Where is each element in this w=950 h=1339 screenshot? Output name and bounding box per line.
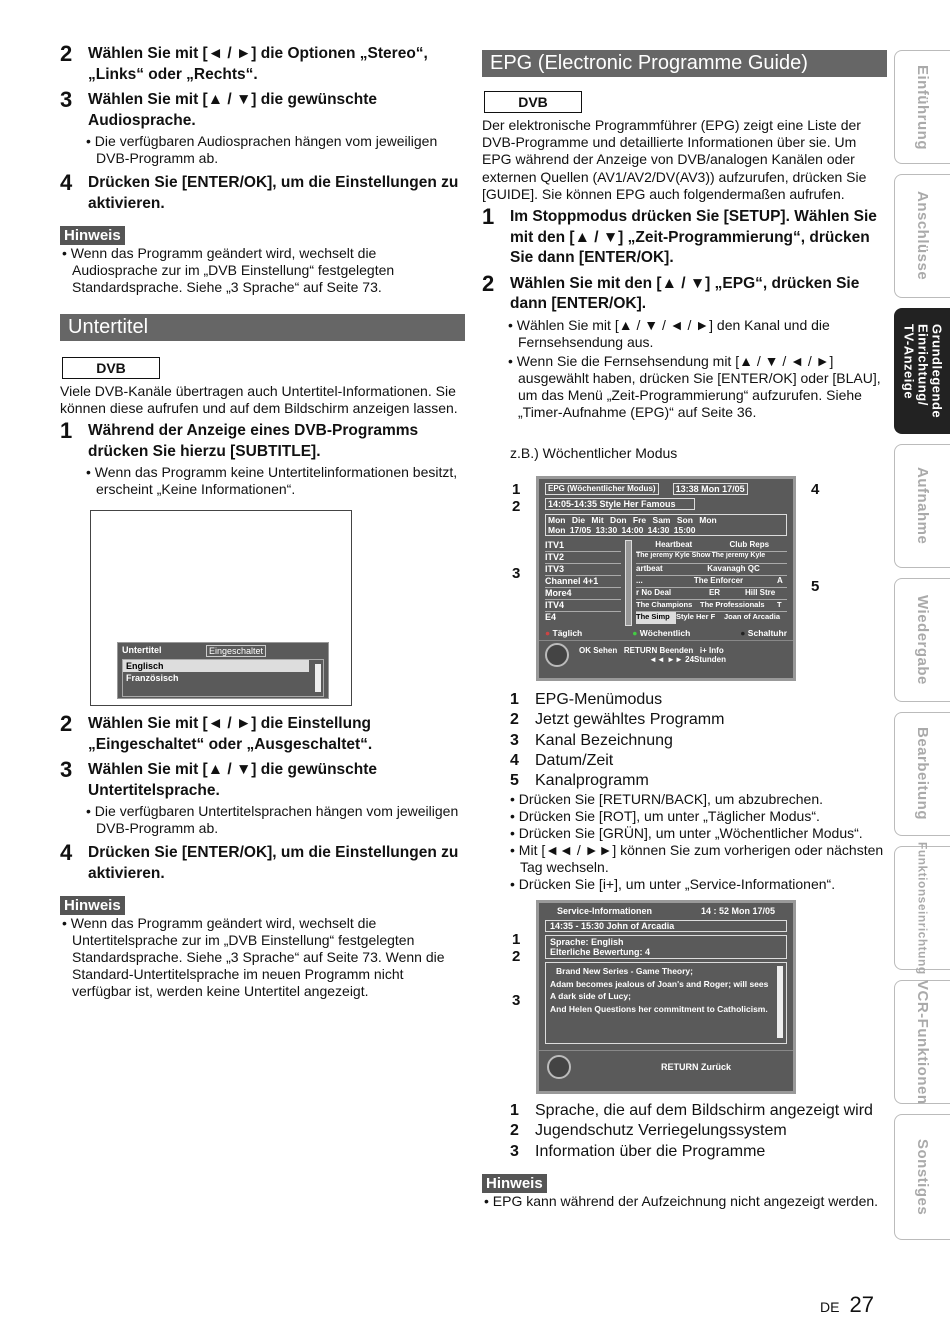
svc-clock: 14 : 52 Mon 17/05: [700, 906, 775, 916]
key-ok[interactable]: OK Sehen: [579, 646, 618, 655]
tab-bearbeitung[interactable]: Bearbeitung: [894, 712, 950, 836]
epg-column: [482, 0, 887, 462]
section-title: Untertitel: [60, 314, 465, 341]
key-back[interactable]: RETURN Zurück: [661, 1062, 732, 1072]
example-label: z.B.) Wöchentlicher Modus: [510, 444, 678, 461]
list-item: 2 Jugendschutz Verriegelungssystem: [510, 1122, 787, 1140]
callout-number: 3: [512, 992, 521, 1009]
dpad-icon: [547, 1055, 571, 1079]
tab-aufnahme[interactable]: Aufnahme: [894, 444, 950, 568]
bullet: • Wählen Sie mit [▲ / ▼ / ◄ / ►] den Kanal und die Fernsehsendung aus.: [508, 316, 830, 350]
list-item: 4 Datum/Zeit: [510, 751, 614, 769]
step: 4 Drücken Sie [ENTER/OK], um die Einstellungen zu aktivieren.: [60, 840, 459, 882]
service-info-screen: [536, 900, 796, 1094]
program-cell[interactable]: Kavanagh QC: [707, 564, 760, 573]
list-item: 1 EPG-Menümodus: [510, 691, 663, 708]
step: 3 Wählen Sie mit [▲ / ▼] die gewünschte Untertitelsprache.: [60, 757, 378, 799]
channel-item[interactable]: ITV4: [545, 600, 621, 612]
epg-legend-list: [482, 690, 887, 893]
step: 2 Wählen Sie mit den [▲ / ▼] „EPG“, drücken Sie dann [ENTER/OK].: [482, 270, 860, 313]
program-cell[interactable]: The Simp: [636, 612, 676, 624]
channel-item[interactable]: ITV1: [545, 540, 621, 552]
callout-number: 1: [512, 481, 521, 498]
epg-times: Mon 17/05 13:30 14:00 14:30 15:00: [548, 525, 696, 535]
epg-mode: EPG (Wöchentlicher Modus): [545, 483, 659, 495]
svc-desc-line: A dark side of Lucy;: [550, 991, 631, 1001]
svc-desc-line: Brand New Series - Game Theory;: [556, 966, 693, 976]
program-cell[interactable]: Joan of Arcadia: [724, 612, 780, 621]
key-skip[interactable]: ◄◄ ►► 24Stunden: [649, 655, 727, 664]
channel-item[interactable]: Channel 4+1: [545, 576, 621, 588]
scrollbar[interactable]: [777, 966, 783, 1038]
subtitle-menu: [117, 642, 329, 699]
bullet: • Mit [◄◄ / ►►] können Sie zum vorherigen oder nächsten Tag wechseln.: [510, 842, 884, 876]
program-cell[interactable]: Heartbeat: [655, 540, 693, 549]
program-cell[interactable]: Style Her F: [676, 612, 716, 621]
bullet: • Die verfügbaren Untertitelsprachen hängen vom jeweiligen DVB-Programm ab.: [86, 803, 459, 837]
scrollbar[interactable]: [625, 540, 632, 626]
epg-current-program: 14:05-14:35 Style Her Famous: [545, 498, 695, 510]
step: 1 Während der Anzeige eines DVB-Programms drücken Sie hierzu [SUBTITLE].: [60, 418, 419, 460]
step: 1 Im Stoppmodus drücken Sie [SETUP]. Wählen Sie mit den [▲ / ▼] „Zeit-Programmierung“, drücken Sie dann [ENTER/OK].: [482, 204, 877, 267]
hint-text: • Wenn das Programm geändert wird, wechselt die Untertitelsprache zur im „DVB Einstellung“ festgelegten Standardsprache. Siehe „3 Sprache“ auf Seite 73. Wenn die Standard-Untertitelsprache im neuen Programm nicht verfügbar ist, werden keine Untertitel angezeigt.: [62, 915, 445, 1000]
callout-number: 1: [512, 931, 521, 948]
bullet: • Drücken Sie [GRÜN], um unter „Wöchentlicher Modus“.: [510, 825, 863, 842]
svc-language: Sprache: English: [550, 937, 624, 947]
list-item: 3 Information über die Programme: [510, 1142, 766, 1160]
intro-text: Viele DVB-Kanäle übertragen auch Untertitel-Informationen. Sie können diese aufrufen und auf dem Bildschirm anzeigen lassen.: [60, 383, 458, 417]
callout-number: 3: [512, 565, 521, 582]
list-item: 2 Jetzt gewähltes Programm: [510, 711, 725, 729]
channel-item[interactable]: ITV2: [545, 552, 621, 564]
channel-list: [545, 540, 621, 626]
dvb-badge: DVB: [484, 91, 582, 113]
program-cell[interactable]: The Professionals: [700, 600, 765, 609]
channel-item[interactable]: More4: [545, 588, 621, 600]
callout-number: 2: [512, 948, 521, 965]
program-cell[interactable]: The jeremy Kyle Show: [636, 552, 711, 559]
program-cell[interactable]: r No Deal: [636, 588, 672, 597]
bullet: • Drücken Sie [RETURN/BACK], um abzubrechen.: [510, 791, 824, 808]
program-cell[interactable]: ER: [708, 588, 721, 597]
svc-rating: Elterliche Bewertung: 4: [550, 947, 651, 957]
menu-value[interactable]: Eingeschaltet: [206, 645, 266, 657]
callout-number: 4: [811, 481, 820, 498]
channel-item[interactable]: ITV3: [545, 564, 621, 576]
tab-wiedergabe[interactable]: Wiedergabe: [894, 578, 950, 702]
intro-text: Der elektronische Programmführer (EPG) zeigt eine Liste der DVB-Programme und detaillierte Informationen über sie. Um EPG während der Anzeige von DVB/analogen Kanälen oder externen Quellen (AV1/AV2/DV(AV3)) aufzurufen, drücken Sie [GUIDE]. Sie können EPG auch folgendermaßen aufrufen.: [482, 117, 867, 202]
program-cell[interactable]: artbeat: [636, 564, 663, 573]
page-number: 27: [849, 1292, 874, 1317]
program-cell[interactable]: A: [777, 576, 783, 585]
page-footer: [820, 1292, 874, 1318]
svc-desc-line: Adam becomes jealous of Joan's and Roger; will sees: [550, 978, 769, 989]
svc-program: 14:35 - 15:30 John of Arcadia: [545, 920, 787, 932]
dvb-badge: DVB: [62, 357, 160, 379]
step: 4 Drücken Sie [ENTER/OK], um die Einstellungen zu aktivieren.: [60, 170, 459, 212]
bullet: • Drücken Sie [ROT], um unter „Täglicher Modus“.: [510, 808, 820, 825]
tab-einfuehrung[interactable]: Einführung: [894, 50, 950, 164]
bullet: • Drücken Sie [i+], um unter „Service-Informationen“.: [510, 876, 836, 893]
tab-grundlegende-einrichtung[interactable]: Grundlegende Einrichtung/ TV-Anzeige: [894, 308, 950, 434]
program-cell[interactable]: The Champions: [636, 600, 693, 609]
option-englisch[interactable]: Englisch: [123, 660, 309, 672]
key-info[interactable]: i+ Info: [699, 646, 724, 655]
legend-daily[interactable]: ● Täglich: [545, 628, 583, 638]
callout-number: 2: [512, 498, 521, 515]
list-item: 1 Sprache, die auf dem Bildschirm angezeigt wird: [510, 1102, 873, 1119]
tab-sonstiges[interactable]: Sonstiges: [894, 1114, 950, 1240]
epg-screen: [536, 476, 796, 681]
list-item: 5 Kanalprogramm: [510, 772, 649, 790]
left-column: [60, 0, 465, 1000]
list-item: 3 Kanal Bezeichnung: [510, 731, 673, 749]
step: 2 Wählen Sie mit [◄ / ►] die Optionen „Stereo“, „Links“ oder „Rechts“.: [60, 41, 428, 83]
program-cell[interactable]: ...: [636, 576, 643, 585]
epg-clock: 13:38 Mon 17/05: [673, 483, 748, 495]
callout-number: 5: [811, 578, 820, 595]
hint-label: Hinweis: [60, 896, 125, 915]
option-franzoesisch[interactable]: Französisch: [126, 673, 179, 684]
language-code: DE: [820, 1299, 840, 1315]
section-title: EPG (Electronic Programme Guide): [482, 50, 887, 77]
bullet: • Wenn Sie die Fernsehsendung mit [▲ / ▼ / ◄ / ►] ausgewählt haben, drücken Sie [ENTER/OK] oder [BLAU], um das Menü „Zeit-Programmierung“ aufzurufen. Siehe „Timer-Aufnahme (EPG)“ auf Seite 36.: [508, 352, 881, 420]
key-return[interactable]: RETURN Beenden: [623, 646, 694, 655]
step: 3 Wählen Sie mit [▲ / ▼] die gewünschte Audiosprache.: [60, 87, 378, 129]
epg-days[interactable]: Mon Die Mit Don Fre Sam Son Mon: [548, 515, 717, 525]
dpad-icon: [545, 643, 569, 667]
bullet: • Die verfügbaren Audiosprachen hängen vom jeweiligen DVB-Programm ab.: [86, 133, 438, 166]
svc-desc-line: And Helen Questions her commitment to Catholicism.: [550, 1003, 768, 1014]
program-cell[interactable]: Club Reps: [729, 540, 770, 549]
legend-timer[interactable]: ● Schaltuhr: [740, 628, 787, 638]
channel-item[interactable]: E4: [545, 612, 557, 622]
tab-vcr-funktionen[interactable]: VCR-Funktionen: [894, 980, 950, 1104]
program-cell[interactable]: T: [777, 600, 782, 609]
svc-title: Service-Informationen: [557, 906, 653, 916]
program-cell[interactable]: The jeremy Kyle: [711, 552, 766, 559]
scrollbar[interactable]: [315, 664, 321, 692]
hint-label: Hinweis: [482, 1174, 547, 1193]
program-grid: [636, 540, 787, 626]
tab-anschluesse[interactable]: Anschlüsse: [894, 174, 950, 298]
subtitle-screen: [90, 510, 352, 706]
hint-text: • EPG kann während der Aufzeichnung nicht angezeigt werden.: [484, 1192, 879, 1209]
program-cell[interactable]: Hill Stre: [745, 588, 776, 597]
service-legend-list: [482, 1101, 892, 1210]
hint-text: • Wenn das Programm geändert wird, wechselt die Audiosprache zur im „DVB Einstellung“ festgelegten Standardsprache. Siehe „3 Sprache“ auf Seite 73.: [62, 245, 395, 295]
step: 2 Wählen Sie mit [◄ / ►] die Einstellung „Eingeschaltet“ oder „Ausgeschaltet“.: [60, 711, 373, 753]
bullet: • Wenn das Programm keine Untertitelinformationen besitzt, erscheint „Keine Informationen“.: [86, 464, 458, 498]
tab-funktionseinrichtung[interactable]: Funktionseinrichtung: [894, 846, 950, 970]
legend-weekly[interactable]: ● Wöchentlich: [632, 628, 691, 638]
program-cell[interactable]: The Enforcer: [693, 576, 744, 585]
hint-label: Hinweis: [60, 226, 125, 245]
menu-label: Untertitel: [122, 645, 162, 656]
